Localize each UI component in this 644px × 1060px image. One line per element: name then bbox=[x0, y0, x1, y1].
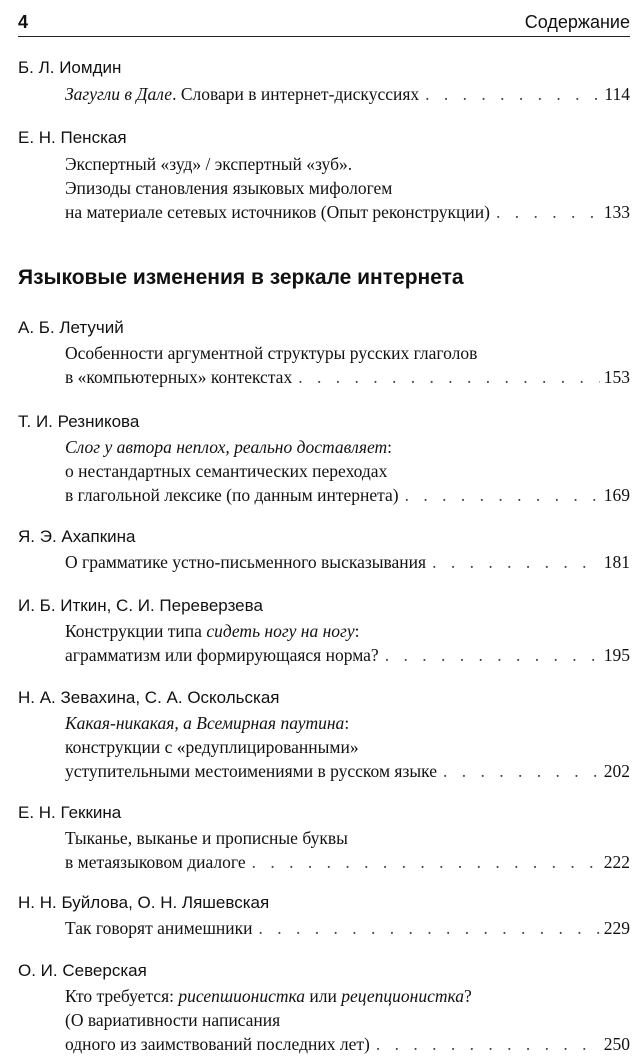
leader-dots bbox=[425, 83, 600, 105]
toc-title-line[interactable] bbox=[65, 851, 630, 873]
toc-title-line[interactable] bbox=[65, 760, 630, 782]
toc-author: Е. Н. Пенская bbox=[18, 128, 127, 147]
toc-author: Б. Л. Иомдин bbox=[18, 58, 122, 77]
leader-dots bbox=[376, 1033, 600, 1055]
toc-page-number: 169 bbox=[603, 485, 630, 505]
title-text: Конструкции типа bbox=[65, 621, 207, 641]
title-italic: сидеть ногу на ногу bbox=[206, 621, 355, 641]
title-text: на материале сетевых источников (Опыт реконструкции) bbox=[65, 202, 490, 222]
toc-author: Н. Н. Буйлова, О. Н. Ляшевская bbox=[18, 893, 270, 912]
leader-dots bbox=[432, 551, 600, 573]
toc-title-line bbox=[65, 177, 630, 199]
title-text: ? bbox=[464, 986, 472, 1006]
leader-dots bbox=[443, 760, 600, 782]
title-italic: Слог у автора неплох, реально доставляет bbox=[65, 437, 388, 457]
toc-page-number: 153 bbox=[603, 367, 630, 387]
leader-dots bbox=[405, 484, 600, 506]
title-text: в глагольной лексике (по данным интернета) bbox=[65, 485, 399, 505]
toc-title-line bbox=[65, 712, 630, 734]
running-header bbox=[18, 8, 630, 37]
title-text: : bbox=[354, 621, 360, 641]
toc-title-line[interactable] bbox=[65, 1033, 630, 1055]
title-text: или bbox=[304, 986, 342, 1006]
toc-title-line bbox=[65, 620, 630, 642]
title-text: Тыканье, выканье и прописные буквы bbox=[65, 828, 348, 848]
title-italic: рисепшионистка bbox=[178, 986, 305, 1006]
title-italic: рецепционистка bbox=[341, 986, 465, 1006]
toc-title-line bbox=[65, 460, 630, 482]
title-text: . Словари в интернет-дискуссиях bbox=[172, 84, 420, 104]
title-text: уступительными местоимениями в русском языке bbox=[65, 761, 437, 781]
toc-title-line[interactable] bbox=[65, 366, 630, 388]
toc-title-line bbox=[65, 985, 630, 1007]
toc-page-number: 181 bbox=[603, 552, 630, 572]
running-title: Содержание bbox=[524, 12, 630, 32]
toc-title-line bbox=[65, 736, 630, 758]
toc-title-line bbox=[65, 827, 630, 849]
title-text: в «компьютерных» контекстах bbox=[65, 367, 293, 387]
toc-title-line bbox=[65, 342, 630, 364]
toc-title-line bbox=[65, 153, 630, 175]
leader-dots bbox=[298, 366, 600, 388]
title-text: О грамматике устно-письменного высказывания bbox=[65, 552, 427, 572]
leader-dots bbox=[252, 851, 600, 873]
title-text: Особенности аргументной структуры русских глаголов bbox=[65, 343, 478, 363]
toc-author: А. Б. Летучий bbox=[18, 318, 124, 337]
title-text: (О вариативности написания bbox=[65, 1010, 281, 1030]
toc-title-line[interactable] bbox=[65, 484, 630, 506]
title-text: аграмматизм или формирующаяся норма? bbox=[65, 645, 379, 665]
title-text: в метаязыковом диалоге bbox=[65, 852, 246, 872]
toc-author: И. Б. Иткин, С. И. Переверзева bbox=[18, 596, 263, 615]
toc-page bbox=[18, 0, 630, 1060]
toc-page-number: 229 bbox=[603, 918, 630, 938]
title-text: Эпизоды становления языковых мифологем bbox=[65, 178, 393, 198]
toc-title-line bbox=[65, 1009, 630, 1031]
title-text: Кто требуется: bbox=[65, 986, 179, 1006]
toc-author: Т. И. Резникова bbox=[18, 412, 140, 431]
toc-title-line[interactable] bbox=[65, 83, 630, 105]
toc-page-number: 202 bbox=[603, 761, 630, 781]
title-text: одного из заимствований последних лет) bbox=[65, 1034, 370, 1054]
toc-author: Н. А. Зевахина, С. А. Оскольская bbox=[18, 688, 280, 707]
title-italic: Какая-никакая, а Всемирная паутина bbox=[65, 713, 345, 733]
title-text: : bbox=[387, 437, 393, 457]
title-text: Экспертный «зуд» / экспертный «зуб». bbox=[65, 154, 353, 174]
title-italic: Загугли в Дале bbox=[65, 84, 173, 104]
toc-page-number: 250 bbox=[603, 1034, 630, 1054]
toc-title-line bbox=[65, 436, 630, 458]
title-text: конструкции с «редуплицированными» bbox=[65, 737, 359, 757]
toc-page-number: 222 bbox=[603, 852, 630, 872]
section-title: Языковые изменения в зеркале интернета bbox=[18, 266, 464, 289]
page-number: 4 bbox=[18, 12, 29, 32]
title-text: о нестандартных семантических переходах bbox=[65, 461, 388, 481]
toc-author: Е. Н. Геккина bbox=[18, 803, 122, 822]
leader-dots bbox=[259, 917, 600, 939]
toc-title-line[interactable] bbox=[65, 644, 630, 666]
toc-title-line[interactable] bbox=[65, 551, 630, 573]
toc-page-number: 114 bbox=[604, 84, 630, 104]
title-text: : bbox=[344, 713, 350, 733]
toc-author: Я. Э. Ахапкина bbox=[18, 527, 136, 546]
toc-author: О. И. Северская bbox=[18, 961, 147, 980]
leader-dots bbox=[496, 201, 600, 223]
title-text: Так говорят анимешники bbox=[65, 918, 253, 938]
toc-title-line[interactable] bbox=[65, 917, 630, 939]
toc-page-number: 133 bbox=[603, 202, 630, 222]
leader-dots bbox=[385, 644, 600, 666]
toc-page-number: 195 bbox=[603, 645, 630, 665]
toc-title-line[interactable] bbox=[65, 201, 630, 223]
